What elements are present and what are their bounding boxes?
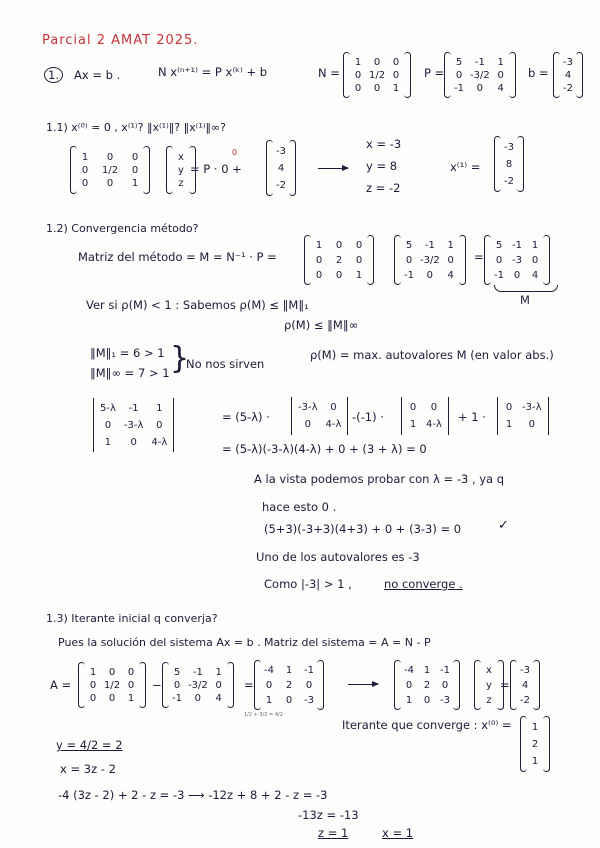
matrix-cell: 5 (455, 56, 463, 68)
verification-line: (5+3)(-3+3)(4+3) + 0 + (3-3) = 0 (264, 522, 462, 536)
iterante-text: Iterante que converge : x⁽⁰⁾ = (342, 718, 512, 732)
matrix-cell: -1 (172, 692, 182, 704)
matrix-cell: 0 (354, 69, 362, 81)
red-correction-mark: 0 (232, 148, 238, 157)
underbrace (494, 285, 558, 292)
matrix-cell: 4-λ (325, 419, 342, 430)
expansion-term-2: -(-1) · (352, 410, 384, 424)
matrix-cell: 0 (423, 694, 431, 706)
matrix-cell: 0 (89, 679, 97, 691)
matrix-A (254, 660, 324, 710)
matrix-cell: 2 (285, 679, 293, 691)
matrix-cell: -3/2 (188, 679, 208, 691)
matrix-cell: -1 (304, 664, 314, 676)
matrix-cell: -3 (304, 694, 314, 706)
matrix-cell: 1 (131, 177, 139, 189)
matrix-cell: 0 (497, 69, 504, 81)
matrix-cell: 0 (373, 82, 381, 94)
vector-x1 (494, 136, 524, 192)
x-equation: x = 3z - 2 (60, 762, 116, 776)
P-label: P = (424, 66, 445, 80)
matrix-cell: 1 (265, 694, 273, 706)
vector-entry: -2 (563, 82, 573, 94)
vector-entry: -3 (276, 145, 286, 157)
matrix-cell: 1 (505, 419, 513, 430)
matrix-cell: 0 (476, 82, 484, 94)
matrix-cell: 0 (392, 69, 400, 81)
matrix-cell: 5-λ (100, 402, 116, 414)
matrix-cell: -3/2 (420, 254, 440, 266)
matrix-cell: 1 (89, 666, 97, 678)
expansion-term-1: = (5-λ) · (222, 410, 270, 424)
matrix-cell: 2 (423, 679, 431, 691)
result-y: y = 8 (366, 159, 398, 173)
matrix-cell: 0 (305, 679, 313, 691)
vector-entry: 4 (521, 679, 529, 691)
matrix-cell: 4 (497, 82, 504, 94)
determinant-matrix (90, 398, 177, 452)
matrix-cell: -3/2 (470, 69, 490, 81)
matrix-cell: 0 (215, 679, 222, 691)
no-sirven-text: No nos sirven (186, 357, 265, 371)
matrix-cell: 1 (531, 239, 539, 251)
x1-label: x⁽¹⁾ = (450, 160, 481, 174)
page-title: Parcial 2 AMAT 2025. (42, 33, 199, 48)
matrix-cell: 0 (130, 436, 137, 448)
z-solve-line: -13z = -13 (298, 808, 359, 822)
vector-entry: 1 (531, 721, 539, 733)
matrix-cell: 1 (497, 56, 504, 68)
minor-3 (494, 397, 552, 435)
matrix-cell: 0 (81, 177, 89, 189)
norm-inf: ‖M‖∞ = 7 > 1 (90, 366, 170, 380)
matrix-cell: 0 (528, 419, 535, 430)
vector-entry: 2 (531, 738, 539, 750)
matrix-cell: 0 (127, 679, 135, 691)
matrix-cell: 4-λ (151, 436, 168, 448)
matrix-cell: 5 (173, 666, 181, 678)
vector-b (553, 52, 583, 98)
matrix-cell: 0 (513, 269, 521, 281)
vector-entry: -3 (504, 141, 514, 153)
matrix-cell: 1 (127, 692, 135, 704)
vector-entry: x (178, 151, 184, 163)
iteration-equation: N x⁽ⁿ⁺¹⁾ = P x⁽ᵏ⁾ + b (158, 65, 268, 79)
matrix-cell: 1 (354, 56, 362, 68)
matrix-cell: 0 (405, 679, 413, 691)
matrix-cell: 0 (108, 692, 116, 704)
arrow-right-2 (348, 684, 378, 685)
vector-entry: 4 (277, 162, 285, 174)
matrix-cell: 0 (265, 679, 273, 691)
vector-entry: -2 (276, 179, 286, 191)
matrix-cell: 1 (104, 436, 112, 448)
matrix-P-1-2 (394, 235, 466, 285)
matrix-cell: -1 (192, 666, 203, 678)
matrix-cell: 0 (315, 254, 323, 266)
section-1-3-heading: 1.3) Iterante inicial q converja? (46, 612, 218, 625)
matrix-cell: 0 (426, 269, 434, 281)
equals-P-times-zero: = P · 0 + (190, 162, 242, 176)
matrix-cell: 0 (304, 419, 311, 430)
vector-b-1-3 (510, 660, 540, 710)
matrix-cell: 1 (81, 151, 89, 163)
matrix-cell: -1 (494, 269, 504, 281)
eigenvalue-text: Uno de los autovalores es -3 (256, 550, 420, 564)
vector-entry: -2 (520, 694, 530, 706)
vector-entry: z (486, 694, 492, 706)
matrix-A-system (394, 660, 460, 710)
section-1-2-heading: 1.2) Convergencia método? (46, 222, 199, 235)
system-matrix-text: Pues la solución del sistema Ax = b . Matriz del sistema = A = N - P (58, 636, 431, 649)
matrix-cell: 1 (447, 239, 454, 251)
matrix-cell: -3-λ (522, 402, 542, 413)
matrix-cell: 1/2 (369, 69, 386, 81)
rho-definition: ρ(M) = max. autovalores M (en valor abs.) (310, 348, 554, 362)
matrix-cell: 1 (405, 694, 413, 706)
matrix-cell: -1 (424, 239, 435, 251)
matrix-cell: 5 (495, 239, 503, 251)
matrix-cell: 1 (215, 666, 222, 678)
M-label: M (520, 293, 530, 307)
checkmark-icon: ✓ (498, 518, 509, 533)
matrix-cell: 4 (215, 692, 222, 704)
vector-entry: 8 (505, 158, 513, 170)
matrix-cell: 1 (355, 269, 363, 281)
N-label: N = (318, 66, 340, 80)
spectral-radius-text: Ver si ρ(M) < 1 : Sabemos ρ(M) ≤ ‖M‖₁ (86, 298, 309, 312)
matrix-cell: 0 (505, 402, 513, 413)
curly-brace: } (170, 341, 190, 376)
matrix-cell: 1/2 (104, 679, 121, 691)
matrix-cell: 1 (392, 82, 400, 94)
matrix-cell: 0 (531, 254, 539, 266)
tiny-scratch-note: 1/2 + 3/2 = 4/2 (244, 712, 283, 718)
section-1-1-heading: 1.1) x⁽⁰⁾ = 0 , x⁽¹⁾? ‖x⁽¹⁾‖? ‖x⁽¹⁾‖∞? (46, 121, 226, 134)
matrix-cell: 0 (89, 692, 97, 704)
matrix-cell: -1 (128, 402, 139, 414)
vector-entry: 4 (564, 69, 572, 81)
matrix-cell: 0 (335, 269, 343, 281)
trial-text-1: A la vista podemos probar con λ = -3 , ya q (254, 472, 505, 486)
matrix-cell: -3 (512, 254, 522, 266)
matrix-cell: 0 (430, 402, 438, 413)
b-label: b = (528, 66, 549, 80)
matrix-cell: 5 (405, 239, 413, 251)
vector-entry: x (486, 664, 492, 676)
matrix-cell: -1 (404, 269, 414, 281)
vector-entry: 1 (531, 755, 539, 767)
matrix-cell: 0 (355, 254, 363, 266)
matrix-cell: 0 (405, 254, 413, 266)
matrix-cell: 0 (409, 402, 417, 413)
matrix-P-1-3 (162, 662, 234, 708)
expansion-term-3: + 1 · (458, 410, 486, 424)
spectral-radius-text-2: ρ(M) ≤ ‖M‖∞ (284, 318, 359, 332)
z-result: z = 1 (318, 826, 349, 840)
matrix-cell: -1 (454, 82, 464, 94)
matrix-cell: 0 (330, 402, 337, 413)
vector-entry: z (178, 177, 184, 189)
matrix-cell: 0 (156, 419, 163, 431)
matrix-cell: 1 (285, 664, 293, 676)
matrix-N-1-3 (78, 662, 146, 708)
equals-sign-3: = (500, 678, 510, 692)
matrix-M (484, 235, 550, 285)
matrix-cell: 1 (315, 239, 323, 251)
matrix-cell: 0 (335, 239, 343, 251)
matrix-cell: 0 (106, 151, 114, 163)
matrix-cell: 4 (531, 269, 539, 281)
matrix-P (444, 52, 516, 98)
matrix-cell: 0 (285, 694, 293, 706)
vector-b-1-1 (266, 140, 296, 196)
matrix-N-inverse (304, 235, 374, 285)
no-converge-result: no converge . (384, 577, 463, 591)
matrix-cell: -4 (264, 664, 274, 676)
matrix-cell: -1 (512, 239, 522, 251)
vector-entry: -3 (520, 664, 530, 676)
matrix-cell: 0 (131, 164, 139, 176)
matrix-cell: 1 (156, 402, 163, 414)
vector-entry: -2 (504, 175, 514, 187)
matrix-cell: -4 (404, 664, 414, 676)
matrix-cell: 0 (173, 679, 181, 691)
comparison-text: Como |-3| > 1 , (264, 577, 352, 591)
A-label: A = (50, 678, 72, 692)
matrix-cell: 0 (106, 177, 114, 189)
matrix-cell: 0 (355, 239, 363, 251)
matrix-cell: 4-λ (426, 419, 442, 430)
matrix-cell: 0 (194, 692, 202, 704)
minus-sign: − (152, 678, 162, 692)
matrix-cell: 0 (373, 56, 381, 68)
trial-text-2: hace esto 0 . (262, 500, 337, 514)
vector-entry: y (178, 164, 184, 176)
y-equation: y = 4/2 = 2 (56, 738, 123, 752)
vector-x0 (520, 716, 550, 772)
arrow-right (318, 168, 348, 169)
substitution-line: -4 (3z - 2) + 2 - z = -3 ⟶ -12z + 8 + 2 - z = -3 (58, 788, 328, 802)
problem-number: 1. (44, 68, 63, 82)
matrix-cell: 0 (455, 69, 463, 81)
x-result: x = 1 (382, 826, 414, 840)
method-matrix-text: Matriz del método = M = N⁻¹ · P = (78, 250, 277, 264)
matrix-N (343, 52, 411, 98)
matrix-cell: 0 (392, 56, 400, 68)
matrix-cell: 0 (447, 254, 454, 266)
matrix-cell: -3-λ (298, 402, 318, 413)
minor-1 (288, 397, 351, 435)
vector-entry: y (486, 679, 492, 691)
matrix-cell: -3 (440, 694, 450, 706)
characteristic-polynomial: = (5-λ)(-3-λ)(4-λ) + 0 + (3 + λ) = 0 (222, 442, 427, 456)
matrix-cell: -1 (474, 56, 485, 68)
equals-sign: = (474, 250, 484, 264)
norm-1: ‖M‖₁ = 6 > 1 (90, 346, 165, 360)
matrix-cell: 0 (108, 666, 116, 678)
result-x: x = -3 (366, 137, 402, 151)
matrix-cell: 4 (447, 269, 454, 281)
minor-2 (398, 397, 452, 435)
system-equation: Ax = b . (74, 68, 121, 82)
matrix-cell: 0 (354, 82, 362, 94)
matrix-cell: 0 (441, 679, 449, 691)
vector-entry: -3 (563, 56, 573, 68)
matrix-N-1-1 (70, 146, 150, 194)
matrix-cell: 0 (131, 151, 139, 163)
matrix-cell: 0 (315, 269, 323, 281)
matrix-cell: -3-λ (123, 419, 144, 431)
matrix-cell: 1/2 (102, 164, 119, 176)
matrix-cell: 0 (104, 419, 112, 431)
matrix-cell: 2 (335, 254, 343, 266)
result-z: z = -2 (366, 181, 401, 195)
matrix-cell: 0 (495, 254, 503, 266)
equals-sign-2: = (244, 678, 254, 692)
matrix-cell: 1 (409, 419, 417, 430)
matrix-cell: 1 (423, 664, 431, 676)
matrix-cell: 0 (81, 164, 89, 176)
matrix-cell: 0 (127, 666, 135, 678)
matrix-cell: -1 (440, 664, 450, 676)
